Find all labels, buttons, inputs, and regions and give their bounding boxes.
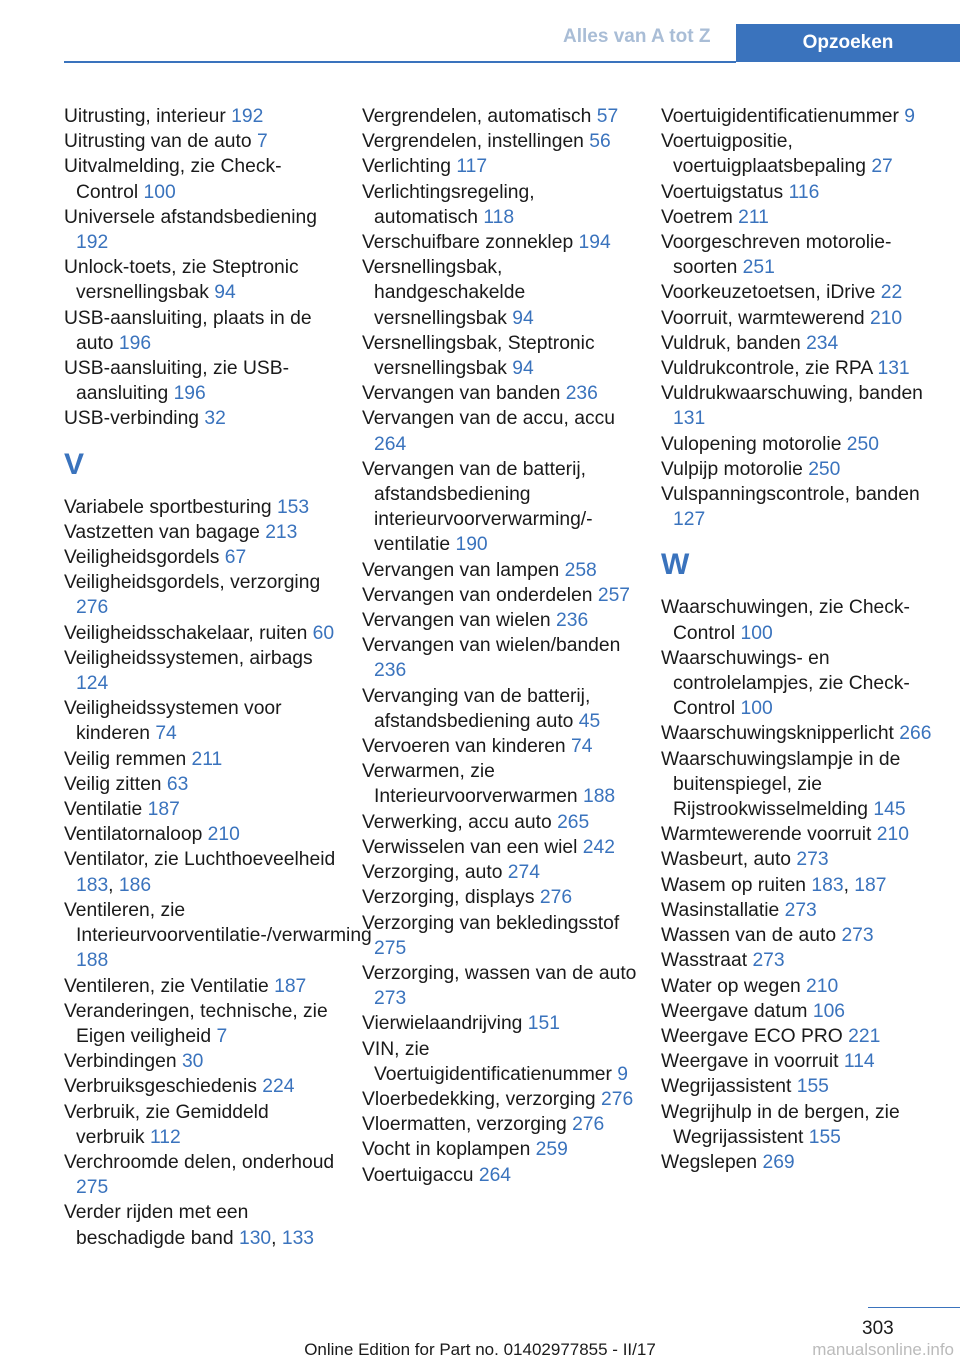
page-link[interactable]: 273 xyxy=(784,899,817,921)
index-entry xyxy=(362,457,638,558)
page-link[interactable]: 273 xyxy=(796,849,829,871)
page-link[interactable]: 196 xyxy=(118,332,152,354)
index-entry xyxy=(64,1049,340,1074)
page-link[interactable]: 124 xyxy=(76,673,109,695)
index-term: Waarschuwings- en controlelampjes, zie Check-Control xyxy=(661,647,910,720)
page-link[interactable]: 250 xyxy=(808,458,841,480)
index-entry xyxy=(64,797,340,822)
index-entry xyxy=(362,104,638,129)
index-term: Wassen van de auto xyxy=(661,925,837,947)
index-term: Voertuigstatus xyxy=(661,181,784,203)
index-entry xyxy=(64,1100,340,1150)
page-link[interactable]: 257 xyxy=(597,584,631,606)
page-link[interactable]: 116 xyxy=(788,181,820,203)
index-entry xyxy=(661,482,937,532)
index-term: Vuldruk, banden xyxy=(661,332,801,354)
index-entry xyxy=(64,570,340,620)
index-entry xyxy=(362,684,638,734)
index-term: Verzorging, displays xyxy=(362,887,535,909)
page-link[interactable]: 74 xyxy=(155,723,177,745)
edition-footer: Online Edition for Part no. 01402977855 - II/17 xyxy=(304,1340,656,1359)
index-term: Vloermatten, verzorging xyxy=(362,1114,567,1136)
index-entry xyxy=(362,1112,638,1137)
page-link[interactable]: 188 xyxy=(582,786,616,808)
index-entry xyxy=(661,1150,937,1175)
index-term: Veiligheidsgordels, verzorging xyxy=(64,572,321,594)
index-term: Vervanging van de batterij, afstandsbediening auto xyxy=(362,685,591,732)
index-term: Vervangen van banden xyxy=(362,383,561,405)
index-entry xyxy=(362,835,638,860)
index-entry xyxy=(362,406,638,456)
index-term: Weergave datum xyxy=(661,1000,808,1022)
index-term: Versnellingsbak, handgeschakelde versnellingsbak xyxy=(362,257,526,329)
index-entry xyxy=(362,1163,638,1188)
index-term: Verwarmen, zie Interieurvoorverwarmen xyxy=(362,761,578,808)
index-term: Veiligheidsgordels xyxy=(64,547,220,569)
index-entry xyxy=(661,432,937,457)
page-link[interactable]: 100 xyxy=(740,622,773,644)
page-link[interactable]: 211 xyxy=(191,748,223,770)
index-term: Verchroomde delen, onderhoud xyxy=(64,1151,335,1173)
index-entry xyxy=(661,847,937,872)
page-link[interactable]: 213 xyxy=(265,521,298,543)
index-entry xyxy=(362,1037,638,1087)
page-link[interactable]: 151 xyxy=(527,1013,560,1035)
index-term: Vervangen van onderdelen xyxy=(362,584,593,606)
page-link[interactable]: 264 xyxy=(374,433,407,455)
index-term: Warmtewerende voorruit xyxy=(661,824,872,846)
index-term: Vocht in koplampen xyxy=(362,1139,531,1161)
index-term: Wasstraat xyxy=(661,950,748,972)
page-link[interactable]: 236 xyxy=(556,610,589,632)
index-entry xyxy=(661,180,937,205)
index-entry xyxy=(362,860,638,885)
index-term: Verzorging, wassen van de auto xyxy=(362,962,637,984)
page-link[interactable]: 155 xyxy=(808,1126,841,1148)
page-link[interactable]: 265 xyxy=(557,811,590,833)
page-link[interactable]: 27 xyxy=(871,156,893,178)
index-term: Vervangen van de accu, accu xyxy=(362,408,615,430)
index-entry xyxy=(661,595,937,645)
index-entry xyxy=(661,923,937,948)
index-term: Vulspanningscontrole, banden xyxy=(661,484,920,506)
page-link[interactable]: 188 xyxy=(76,950,109,972)
index-entry xyxy=(64,621,340,646)
page-link[interactable]: 133 xyxy=(281,1227,315,1249)
index-entry xyxy=(362,255,638,331)
index-term: Vergrendelen, automatisch xyxy=(362,106,592,127)
page-link[interactable]: 57 xyxy=(596,106,619,127)
page-link[interactable]: 196 xyxy=(173,383,206,405)
page-link[interactable]: 250 xyxy=(846,433,879,455)
index-entry: Verder rijden met een beschadigde band 130, 133 xyxy=(64,1202,315,1249)
page-link[interactable]: 45 xyxy=(578,710,601,732)
index-entry xyxy=(64,306,340,356)
index-term: Vervangen van wielen/banden xyxy=(362,635,621,657)
index-term: Voorgeschreven motorolie-soorten xyxy=(661,232,892,279)
page-link[interactable]: 258 xyxy=(564,559,597,581)
index-term: Wasinstallatie xyxy=(661,899,780,921)
index-entry xyxy=(661,646,937,722)
header-rule xyxy=(64,61,736,63)
index-term: Wegrijassistent xyxy=(661,1076,792,1098)
index-entry xyxy=(362,331,638,381)
index-term: Uitrusting van de auto xyxy=(64,131,252,153)
index-term: Veranderingen, technische, zie Eigen veiligheid xyxy=(64,1000,328,1047)
index-entry xyxy=(64,898,372,974)
page-link[interactable]: 187 xyxy=(147,799,180,821)
page-link[interactable]: 276 xyxy=(76,597,109,619)
index-entry xyxy=(362,810,638,835)
index-term: Voorkeuzetoetsen, iDrive xyxy=(661,282,876,304)
index-entry xyxy=(362,583,638,608)
index-term: Ventilator, zie Luchthoeveelheid xyxy=(64,849,336,871)
page-link[interactable]: 9 xyxy=(904,106,916,127)
index-entry xyxy=(661,356,937,381)
page-link[interactable]: 7 xyxy=(216,1025,228,1047)
index-term: Verbruik, zie Gemiddeld verbruik xyxy=(64,1101,269,1148)
section-title[interactable]: Alles van A tot Z xyxy=(563,26,711,47)
index-entry xyxy=(362,608,638,633)
index-entry xyxy=(661,381,937,431)
index-term: Voertuigidentificatienummer xyxy=(661,106,899,127)
page-link[interactable]: 67 xyxy=(224,547,247,569)
page-link[interactable]: 22 xyxy=(880,282,903,304)
index-entry xyxy=(64,356,340,406)
index-entry xyxy=(362,154,638,179)
index-term: Variabele sportbesturing xyxy=(64,496,272,518)
index-term: Vuldrukcontrole, zie RPA xyxy=(661,358,873,380)
index-entry xyxy=(661,747,937,823)
page-link[interactable]: 192 xyxy=(76,232,109,254)
index-entry xyxy=(661,1100,937,1150)
index-term: Universele afstandsbediening xyxy=(64,206,317,228)
index-term: Weergave in voorruit xyxy=(661,1051,839,1073)
page-link[interactable]: 190 xyxy=(455,534,488,556)
index-term: VIN, zie Voertuigidentificatienummer xyxy=(362,1038,612,1085)
page-link[interactable]: 273 xyxy=(374,988,407,1010)
page-link[interactable]: 276 xyxy=(601,1088,634,1110)
index-entry xyxy=(64,822,340,847)
index-entry xyxy=(362,381,638,406)
index-entry xyxy=(661,1024,937,1049)
index-term: Wegrijhulp in de bergen, zie Wegrijassistent xyxy=(661,1101,900,1148)
index-term: Wegslepen xyxy=(661,1151,758,1173)
index-entry xyxy=(362,558,638,583)
page-link[interactable]: 276 xyxy=(572,1114,605,1136)
page-link[interactable]: 210 xyxy=(806,975,839,997)
page-link[interactable]: 221 xyxy=(848,1025,881,1047)
index-entry xyxy=(362,911,638,961)
page-link[interactable]: 9 xyxy=(617,1063,629,1085)
page-link[interactable]: 30 xyxy=(181,1051,204,1073)
page-link[interactable]: 186 xyxy=(118,874,152,896)
page-link[interactable]: 131 xyxy=(877,358,910,380)
page-number: 303 xyxy=(862,1318,894,1339)
index-term: Ventilatornaloop xyxy=(64,824,203,846)
page-link[interactable]: 114 xyxy=(843,1051,875,1073)
page-link[interactable]: 273 xyxy=(752,950,785,972)
index-entry xyxy=(362,1087,638,1112)
index-term: Vastzetten van bagage xyxy=(64,521,260,543)
page-link[interactable]: 183 xyxy=(76,874,109,896)
index-column-2 xyxy=(362,104,638,1188)
page-link[interactable]: 236 xyxy=(374,660,407,682)
page-link[interactable]: 187 xyxy=(274,975,307,997)
index-term: Verbindingen xyxy=(64,1051,177,1073)
index-term: Verzorging van bekledingsstof xyxy=(362,912,620,934)
page-link[interactable]: 94 xyxy=(214,282,236,304)
page-link[interactable]: 60 xyxy=(312,622,335,644)
index-column-3 xyxy=(661,104,937,1175)
index-term: Vierwielaandrijving xyxy=(362,1013,523,1035)
index-entry xyxy=(64,1150,340,1200)
index-entry xyxy=(661,129,937,179)
page-link[interactable]: 187 xyxy=(854,874,887,896)
page-link[interactable]: 74 xyxy=(571,736,593,758)
page-link[interactable]: 131 xyxy=(673,408,706,430)
page-link[interactable]: 155 xyxy=(796,1076,829,1098)
index-term: Verlichtingsregeling, automatisch xyxy=(362,181,535,228)
index-entry xyxy=(64,205,340,255)
index-term: Veiligheidsschakelaar, ruiten xyxy=(64,622,308,644)
page-link[interactable]: 194 xyxy=(578,232,611,254)
index-entry xyxy=(661,230,937,280)
index-term: Weergave ECO PRO xyxy=(661,1025,843,1047)
page-link[interactable]: 112 xyxy=(149,1126,181,1148)
index-entry xyxy=(661,822,937,847)
page-link[interactable]: 259 xyxy=(535,1139,568,1161)
index-entry xyxy=(661,898,937,923)
page-link[interactable]: 276 xyxy=(539,887,573,909)
index-term: Waarschuwingsknipperlicht xyxy=(661,723,894,745)
page-link[interactable]: 266 xyxy=(899,723,932,745)
page-link[interactable]: 94 xyxy=(512,307,534,329)
index-term: Veilig remmen xyxy=(64,748,187,770)
page-link[interactable]: 63 xyxy=(166,773,189,795)
index-entry xyxy=(64,495,340,520)
page-link[interactable]: 100 xyxy=(740,698,773,720)
page-link[interactable]: 56 xyxy=(589,131,611,153)
index-term: Wasbeurt, auto xyxy=(661,849,792,871)
index-term: Vloerbedekking, verzorging xyxy=(362,1088,596,1110)
index-entry xyxy=(64,772,340,797)
index-term: Ventilatie xyxy=(64,799,143,821)
index-entry xyxy=(64,747,340,772)
page-link[interactable]: 210 xyxy=(876,824,909,846)
index-entry xyxy=(661,1049,937,1074)
index-entry xyxy=(64,104,340,129)
index-entry xyxy=(362,961,638,1011)
tab-opzoeken[interactable]: Opzoeken xyxy=(736,24,960,62)
index-entry xyxy=(362,180,638,230)
index-entry xyxy=(661,974,937,999)
index-entry xyxy=(64,999,340,1049)
page-link[interactable]: 153 xyxy=(276,496,310,518)
index-entry xyxy=(362,1137,638,1162)
index-term: Waarschuwingslampje in de buitenspiegel, zie Rijstrookwisselmelding xyxy=(661,748,901,821)
index-term: Vervangen van de batterij, afstandsbediening interieurvoorverwarming/-ventilatie xyxy=(362,458,593,556)
page-link[interactable]: 274 xyxy=(507,862,540,884)
page-link[interactable]: 183 xyxy=(811,874,844,896)
index-entry xyxy=(362,129,638,154)
page-link[interactable]: 236 xyxy=(565,383,598,405)
index-entry xyxy=(64,255,340,305)
index-entry xyxy=(64,974,340,999)
index-entry xyxy=(64,696,340,746)
page-link[interactable]: 275 xyxy=(76,1177,109,1199)
index-term: Wasem op ruiten xyxy=(661,874,807,896)
index-entry xyxy=(661,331,937,356)
index-term: Vervoeren van kinderen xyxy=(362,736,566,758)
index-term: Vulopening motorolie xyxy=(661,433,842,455)
index-term: Vervangen van wielen xyxy=(362,610,551,632)
index-term: Unlock-toets, zie Steptronic versnellingsbak xyxy=(64,257,299,304)
index-entry xyxy=(64,646,340,696)
page-link[interactable]: 269 xyxy=(762,1151,795,1173)
index-term: Vergrendelen, instellingen xyxy=(362,131,584,153)
index-term: Uitrusting, interieur xyxy=(64,106,226,127)
index-term: Voetrem xyxy=(661,206,733,228)
page-link[interactable]: 106 xyxy=(812,1000,846,1022)
index-term: USB-aansluiting, zie USB-aansluiting xyxy=(64,358,290,405)
page-link[interactable]: 145 xyxy=(873,799,906,821)
page-link[interactable]: 100 xyxy=(143,181,176,203)
index-entry xyxy=(661,721,937,746)
index-term: Versnellingsbak, Steptronic versnellingsbak xyxy=(362,332,595,380)
index-term: Ventileren, zie Ventilatie xyxy=(64,975,269,997)
index-term: Vervangen van lampen xyxy=(362,559,560,581)
index-term: Verder rijden met een beschadigde band xyxy=(64,1202,249,1249)
index-term: Verzorging, auto xyxy=(362,862,503,884)
page-link[interactable]: 192 xyxy=(231,106,264,127)
page-link[interactable]: 117 xyxy=(456,156,488,178)
index-term: Ventileren, zie Interieurvoorventilatie-/verwarming xyxy=(64,899,372,947)
index-entry xyxy=(661,457,937,482)
index-term: Veilig zitten xyxy=(64,773,162,795)
index-letter-heading: V xyxy=(64,447,85,481)
index-term: Voorruit, warmtewerend xyxy=(661,307,865,329)
page-link[interactable]: 130 xyxy=(238,1227,272,1249)
index-term: Water op wegen xyxy=(661,975,801,997)
index-entry xyxy=(661,306,937,331)
index-entry xyxy=(362,759,638,809)
index-term: Vuldrukwaarschuwing, banden xyxy=(661,383,923,405)
page-link[interactable]: 242 xyxy=(582,836,615,858)
index-term: Vulpijp motorolie xyxy=(661,458,803,480)
page-link[interactable]: 234 xyxy=(806,332,839,354)
page-link[interactable]: 32 xyxy=(204,408,226,430)
index-term: Verschuifbare zonneklep xyxy=(362,232,574,254)
page-link[interactable]: 211 xyxy=(738,206,769,228)
page-link[interactable]: 94 xyxy=(512,358,534,380)
index-entry xyxy=(64,545,340,570)
index-term: USB-aansluiting, plaats in de auto xyxy=(64,307,312,354)
index-entry xyxy=(64,154,340,204)
index-entry xyxy=(64,520,340,545)
index-entry xyxy=(661,948,937,973)
index-term: USB-verbinding xyxy=(64,408,200,430)
page-link[interactable]: 273 xyxy=(841,925,874,947)
index-term: Waarschuwingen, zie Check-Control xyxy=(661,597,910,644)
index-entry xyxy=(64,1074,340,1099)
index-term: Verlichting xyxy=(362,156,451,178)
index-term: Uitvalmelding, zie Check-Control xyxy=(64,156,282,203)
index-term: Verbruiksgeschiedenis xyxy=(64,1076,257,1098)
index-entry xyxy=(362,1011,638,1036)
index-entry: Ventilator, zie Luchthoeveelheid 183, 186 xyxy=(64,849,336,896)
index-entry xyxy=(362,885,638,910)
index-entry xyxy=(661,280,937,305)
page-link[interactable]: 7 xyxy=(256,131,268,153)
index-letter-heading: W xyxy=(661,548,690,582)
index-term: Verwerking, accu auto xyxy=(362,811,552,833)
index-term: Voertuigpositie, voertuigplaatsbepaling xyxy=(661,131,866,178)
page-header xyxy=(0,0,960,62)
index-entry xyxy=(64,129,340,154)
index-term: Veiligheidssystemen, airbags xyxy=(64,647,313,669)
index-term: Voertuigaccu xyxy=(362,1164,474,1186)
index-entry xyxy=(362,230,638,255)
index-entry: Wasem op ruiten 183, 187 xyxy=(661,874,887,896)
index-column-1 xyxy=(64,104,372,1251)
index-term: Veiligheidssystemen voor kinderen xyxy=(64,698,282,745)
page-link[interactable]: 251 xyxy=(742,257,775,279)
index-entry xyxy=(661,205,937,230)
page-link[interactable]: 210 xyxy=(869,307,903,329)
index-entry xyxy=(362,633,638,683)
index-term: Verwisselen van een wiel xyxy=(362,836,578,858)
page-link[interactable]: 264 xyxy=(478,1164,512,1186)
page-link[interactable]: 127 xyxy=(673,509,706,531)
page-link[interactable]: 118 xyxy=(483,206,515,228)
footer-rule xyxy=(868,1307,960,1308)
index-entry xyxy=(64,406,340,431)
page-link[interactable]: 224 xyxy=(262,1076,295,1098)
index-entry xyxy=(661,104,937,129)
index-entry xyxy=(661,999,937,1024)
page-link[interactable]: 275 xyxy=(374,937,407,959)
index-entry xyxy=(362,734,638,759)
index-entry xyxy=(661,1074,937,1099)
brand-watermark: manualsonline.info xyxy=(812,1340,954,1359)
page-link[interactable]: 210 xyxy=(207,824,240,846)
